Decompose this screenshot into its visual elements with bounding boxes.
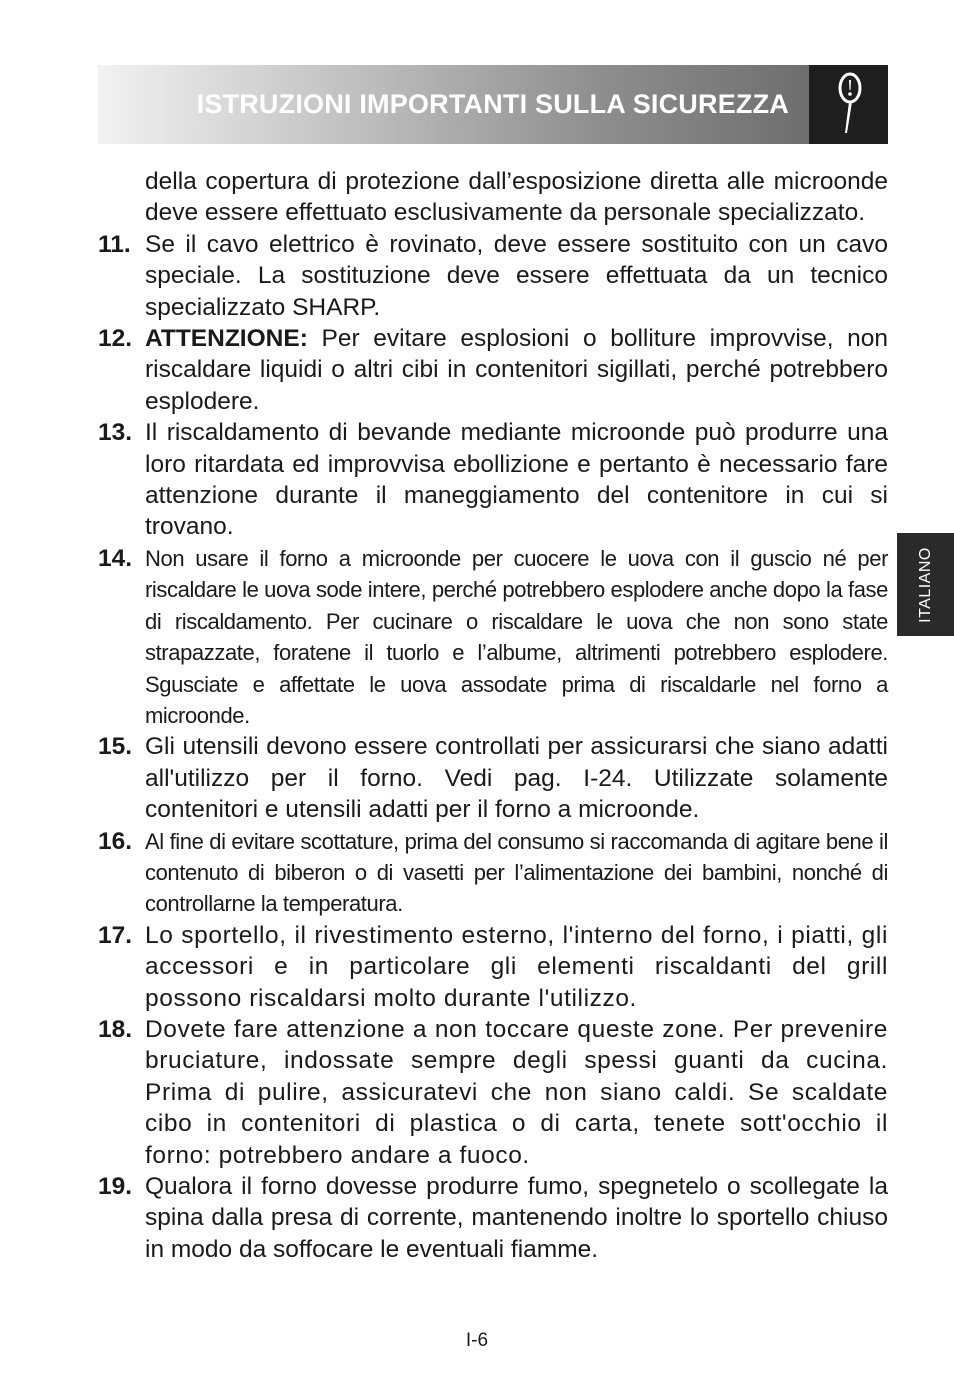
item-text: Qualora il forno dovesse produrre fumo, spegnetelo o scollegate la spina dalla presa di corrente, mantenendo inoltre lo sportello chiuso in modo da soffocare le eventuali fiamme. <box>145 1173 888 1263</box>
list-item <box>98 920 888 1014</box>
list-item <box>98 417 888 543</box>
continuation-paragraph <box>98 166 888 229</box>
list-item <box>98 1014 888 1171</box>
item-number: 19. <box>98 1173 133 1200</box>
list-item <box>98 323 888 417</box>
item-text: Lo sportello, il rivestimento esterno, l'interno del forno, i piatti, gli accessori e in particolare gli elementi riscaldanti del grill possono riscaldarsi molto durante l'utilizzo. <box>145 921 888 1012</box>
warning-exclamation-icon <box>809 65 888 144</box>
list-item <box>98 1171 888 1265</box>
list-item <box>98 731 888 825</box>
page-number: I-6 <box>465 1330 489 1351</box>
safety-instructions-list <box>98 166 888 1265</box>
item-text: Dovete fare attenzione a non toccare queste zone. Per prevenire bruciature, indossate sempre degli spessi guanti da cucina. Prima di pulire, assicuratevi che non siano caldi. Se scaldate cibo in contenitori di plastica o di carta, tenete sott'occhio il forno: potrebbero andare a fuoco. <box>145 1015 888 1169</box>
item-number: 16. <box>98 827 133 855</box>
section-title: ISTRUZIONI IMPORTANTI SULLA SICUREZZA <box>196 89 789 119</box>
list-item <box>98 826 888 920</box>
item-number: 15. <box>98 733 133 761</box>
language-tab[interactable] <box>897 533 954 636</box>
item-text: Per evitare esplosioni o bolliture improvvise, non riscaldare liquidi o altri cibi in contenitori sigillati, perché potrebbero esplodere. <box>145 325 888 415</box>
item-lead: ATTENZIONE: <box>145 325 308 353</box>
language-tab-label: ITALIANO <box>916 546 934 623</box>
item-text: Al fine di evitare scottature, prima del consumo si raccomanda di agitare bene il contenuto di biberon o di vasetti per l’alimentazione dei bambini, nonché di controllarne la temperatura. <box>145 828 888 917</box>
list-item <box>98 229 888 323</box>
item-number: 12. <box>98 325 133 353</box>
list-item <box>98 543 888 731</box>
item-text: Il riscaldamento di bevande mediante microonde può produrre una loro ritardata ed improvvisa ebollizione e pertanto è necessario fare attenzione durante il maneggiamento del contenitore in cui si trovano. <box>145 419 888 541</box>
item-text: Gli utensili devono essere controllati per assicurarsi che siano adatti all'utilizzo per il forno. Vedi pag. I-24. Utilizzate solamente contenitori e utensili adatti per il forno a microonde. <box>145 733 888 824</box>
continuation-text: della copertura di protezione dall’esposizione diretta alle microonde deve essere effettuato esclusivamente da personale specializzato. <box>145 168 888 227</box>
item-number: 13. <box>98 419 133 447</box>
item-number: 11. <box>98 230 131 258</box>
item-text: Non usare il forno a microonde per cuocere le uova con il guscio né per riscaldare le uova sode intere, perché potrebbero esplodere anche dopo la fase di riscaldamento. Per cucinare o riscaldare le uova che non sono state strapazzate, foratene il tuorlo e l’albume, altrimenti potrebbero esplodere. Sgusciate e affettate le uova assodate prima di riscaldarle nel forno a microonde. <box>145 545 888 728</box>
item-number: 14. <box>98 544 133 572</box>
item-number: 17. <box>98 921 133 949</box>
item-text: Se il cavo elettrico è rovinato, deve essere sostituito con un cavo speciale. La sostituzione deve essere effettuata da un tecnico specializzato SHARP. <box>145 230 888 321</box>
item-number: 18. <box>98 1015 133 1043</box>
section-header-bar <box>98 65 809 144</box>
